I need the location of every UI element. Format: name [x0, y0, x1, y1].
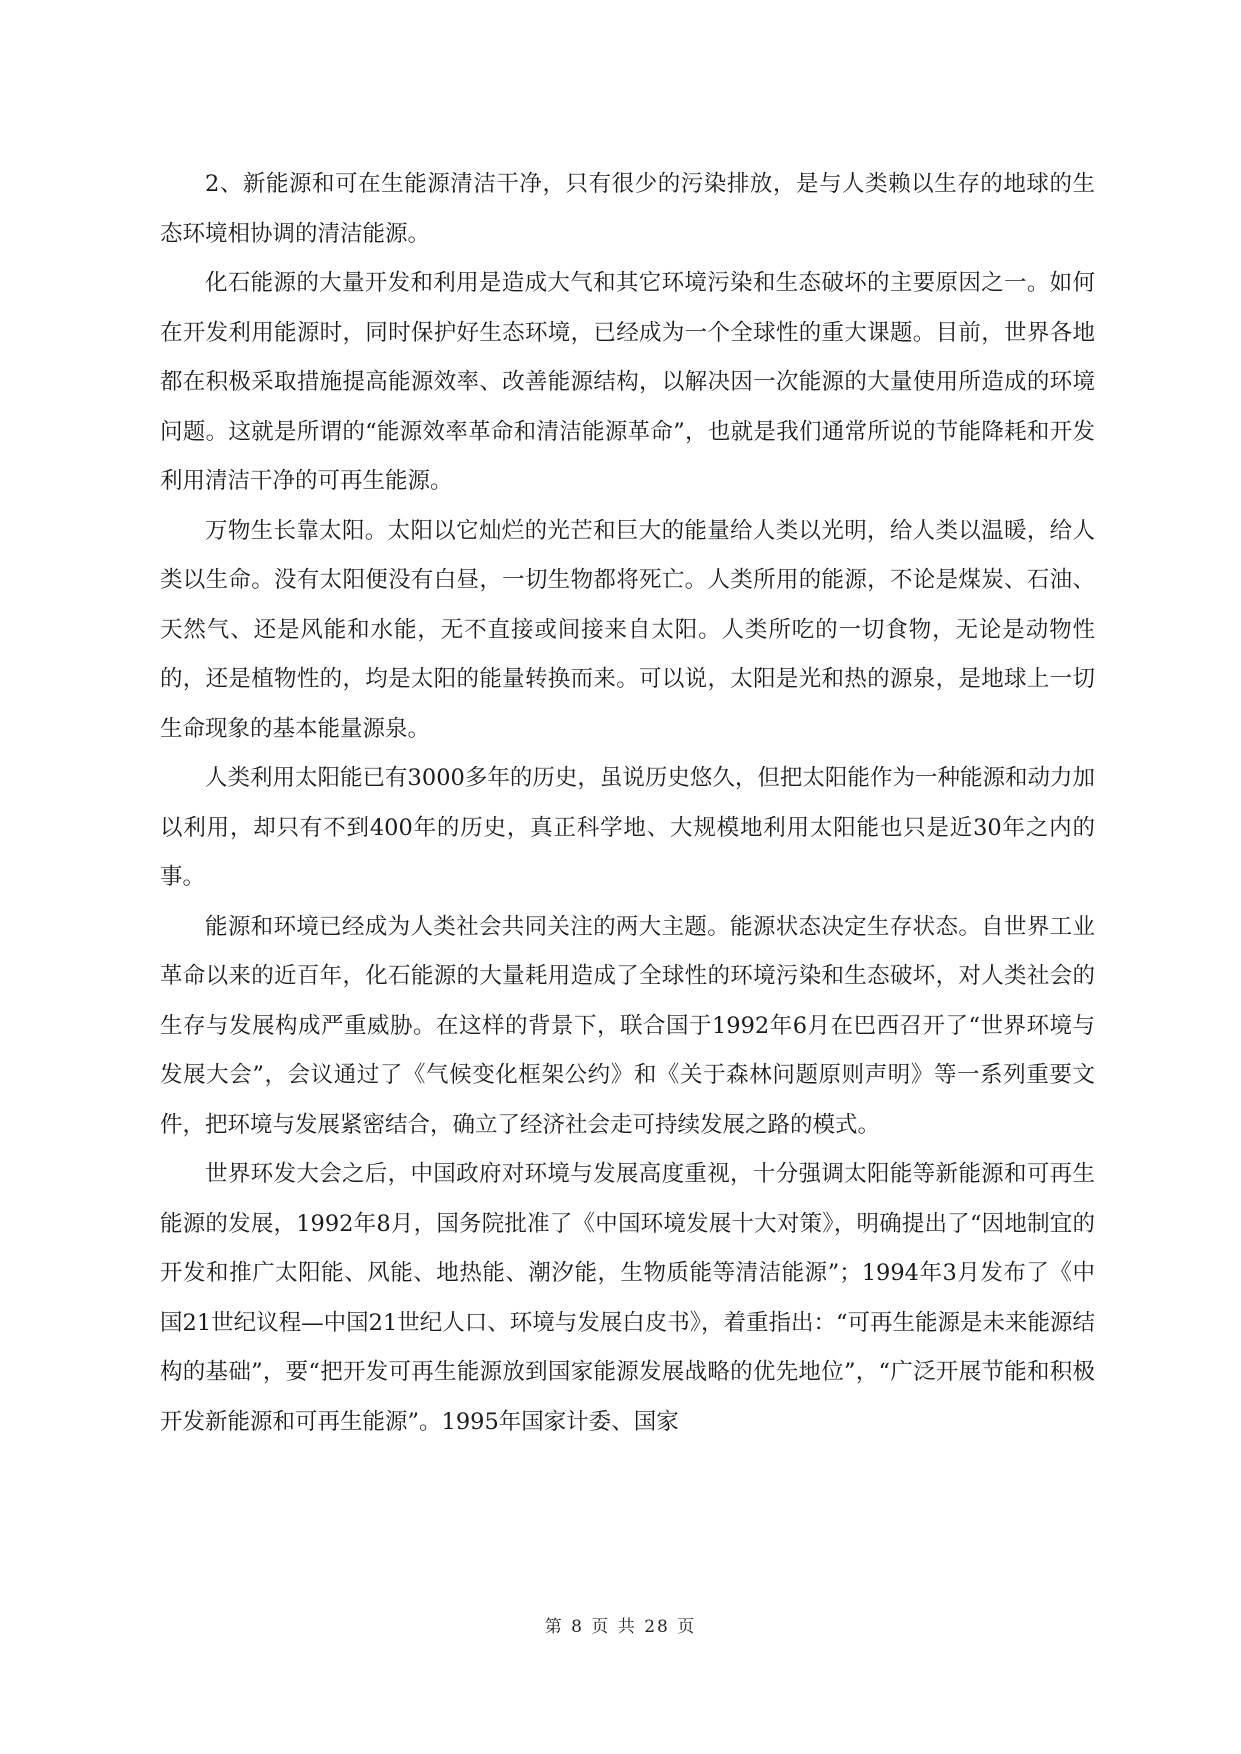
- paragraph-3: 万物生长靠太阳。太阳以它灿烂的光芒和巨大的能量给人类以光明，给人类以温暖，给人类以生命。没有太阳便没有白昼，一切生物都将死亡。人类所用的能源，不论是煤炭、石油、天然气、还是风能和水能，无不直接或间接来自太阳。人类所吃的一切食物，无论是动物性的，还是植物性的，均是太阳的能量转换而来。可以说，太阳是光和热的源泉，是地球上一切生命现象的基本能量源泉。: [160, 517, 1095, 742]
- paragraph-4: 人类利用太阳能已有3000多年的历史，虽说历史悠久，但把太阳能作为一种能源和动力加以利用，却只有不到400年的历史，真正科学地、大规模地利用太阳能也只是近30年之内的事。: [160, 765, 1095, 890]
- paragraph-5: 能源和环境已经成为人类社会共同关注的两大主题。能源状态决定生存状态。自世界工业革命以来的近百年，化石能源的大量耗用造成了全球性的环境污染和生态破坏，对人类社会的生存与发展构成严重威胁。在这样的背景下，联合国于1992年6月在巴西召开了“世界环境与发展大会”，会议通过了《气候变化框架公约》和《关于森林问题原则声明》等一系列重要文件，把环境与发展紧密结合，确立了经济社会走可持续发展之路的模式。: [160, 913, 1095, 1138]
- paragraph-1: 2、新能源和可在生能源清洁干净，只有很少的污染排放，是与人类赖以生存的地球的生态环境相协调的清洁能源。: [160, 171, 1095, 247]
- paragraph-6: 世界环发大会之后，中国政府对环境与发展高度重视，十分强调太阳能等新能源和可再生能源的发展，1992年8月，国务院批准了《中国环境发展十大对策》，明确提出了“因地制宜的开发和推广太阳能、风能、地热能、潮汐能，生物质能等清洁能源”；1994年3月发布了《中国21世纪议程—中国21世纪人口、环境与发展白皮书》，着重指出：“可再生能源是未来能源结构的基础”，要“把开发可再生能源放到国家能源发展战略的优先地位”，“广泛开展节能和积极开发新能源和可再生能源”。1995年国家计委、国家: [160, 1161, 1096, 1435]
- body-text: [160, 160, 1095, 1447]
- page-number-footer: 第 8 页 共 28 页: [544, 1617, 697, 1637]
- paragraph-2: 化石能源的大量开发和利用是造成大气和其它环境污染和生态破坏的主要原因之一。如何在开发利用能源时，同时保护好生态环境，已经成为一个全球性的重大课题。目前，世界各地都在积极采取措施提高能源效率、改善能源结构，以解决因一次能源的大量使用所造成的环境问题。这就是所谓的“能源效率革命和清洁能源革命”，也就是我们通常所说的节能降耗和开发利用清洁干净的可再生能源。: [160, 270, 1095, 494]
